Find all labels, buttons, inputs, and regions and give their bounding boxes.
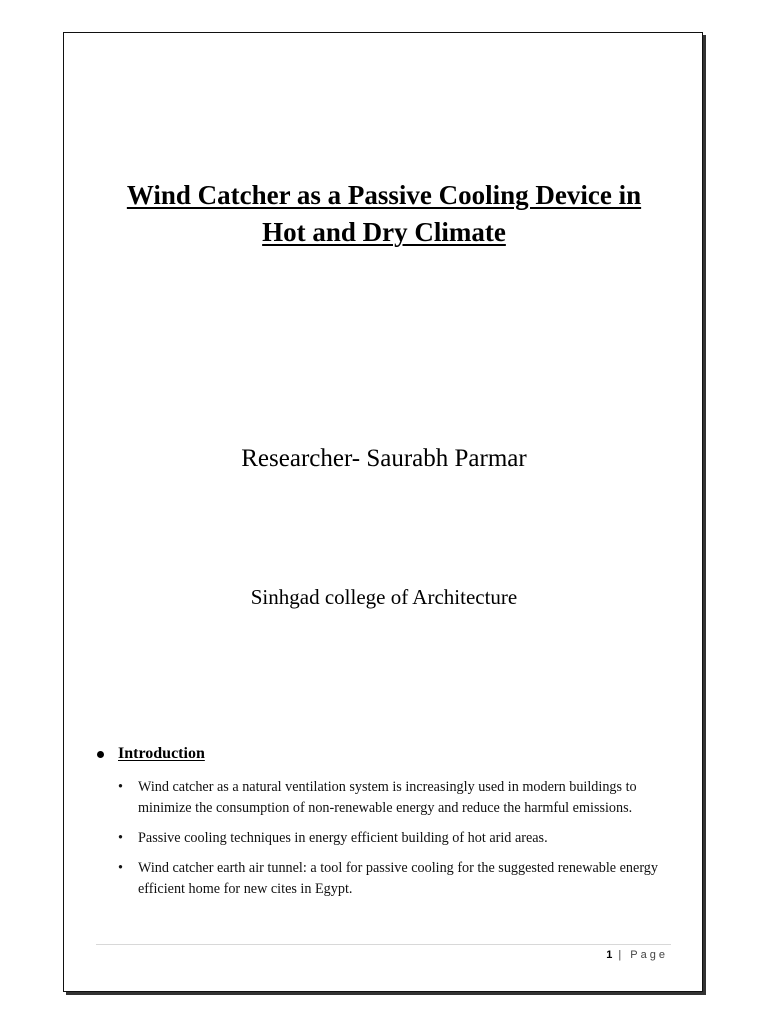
bullet-dot-icon (97, 751, 104, 758)
footer-divider (96, 944, 671, 945)
document-title (0, 177, 768, 251)
page-number-value: 1 (606, 949, 613, 961)
page-label: Page (630, 949, 668, 961)
list-item (96, 777, 676, 819)
researcher-name: Researcher- Saurabh Parmar (241, 445, 527, 472)
introduction-section (96, 743, 676, 897)
page-number (606, 949, 668, 961)
title-line-2: Hot and Dry Climate (262, 217, 506, 247)
list-item-text: Wind catcher earth air tunnel: a tool for passive cooling for the suggested renewable energy efficient home for new cites in Egypt. (138, 860, 658, 897)
section-heading (96, 743, 676, 765)
bullet-icon: • (118, 779, 123, 795)
list-item (96, 828, 676, 849)
bullet-icon: • (118, 830, 123, 846)
bullet-icon: • (118, 860, 123, 876)
list-item-text: Passive cooling techniques in energy efficient building of hot arid areas. (138, 830, 548, 846)
bullet-list (96, 777, 676, 909)
section-heading-label: Introduction (118, 745, 205, 762)
page-number-separator: | (618, 949, 625, 961)
institution-name: Sinhgad college of Architecture (250, 585, 518, 609)
list-item-text: Wind catcher as a natural ventilation system is increasingly used in modern buildings to minimize the consumption of non-renewable energy and reduce the harmful emissions. (138, 779, 637, 816)
title-line-1: Wind Catcher as a Passive Cooling Device in (126, 180, 642, 210)
list-item (96, 858, 676, 900)
